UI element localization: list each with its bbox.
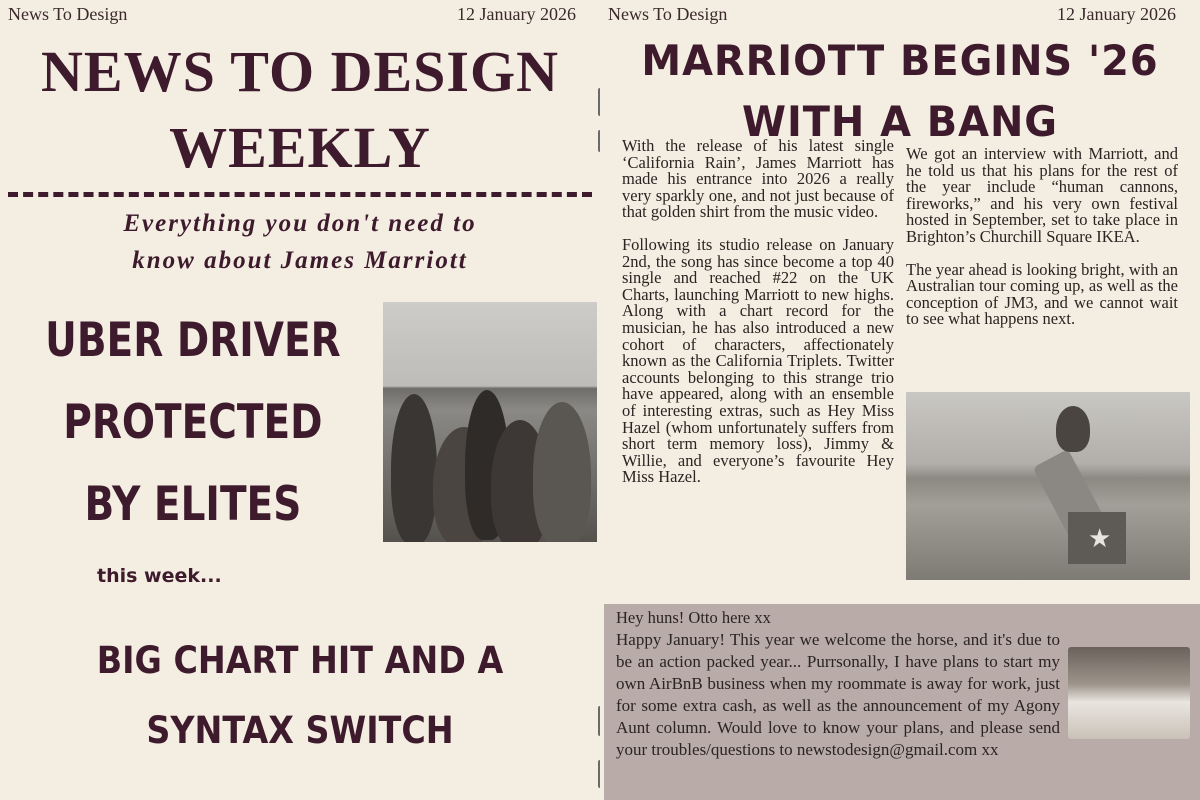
lead-headline bbox=[2, 300, 384, 546]
tagline bbox=[0, 205, 600, 279]
lead-headline-line-1: UBER DRIVER bbox=[45, 313, 341, 368]
header-date: 12 January 2026 bbox=[1057, 4, 1176, 24]
article-title bbox=[615, 30, 1185, 152]
cannon-photo: ★ bbox=[906, 392, 1190, 580]
article-title-line-2: WITH A BANG bbox=[741, 97, 1059, 146]
otto-body bbox=[616, 629, 1190, 761]
article-column-1 bbox=[622, 138, 894, 502]
paragraph: Following its studio release on January 2nd, the song has since become a top 40 single and reached #22 on the UK Charts, launching Marriott to new highs. Along with a chart record for the musician, he has also introduced a new cohort of characters, affectionately known as the California Triplets. Twitter accounts belonging to this strange trio have appeared, along with an ensemble of interesting extras, such as Hey Miss Hazel (whom unfortunately suffers from short term memory loss), Jimmy & Willie, and everyone’s favourite Hey Miss Hazel. bbox=[622, 234, 894, 487]
otto-text: Happy January! This year we welcome the horse, and it's due to be an action packed year... Purrsonally, I have plans to start my own AirBnB business when my roommate is away for work, just for some extra cash, as well as the announcement of my Agony Aunt column. Would love to know your plans, and please send your troubles/questions to newstodesign@gmail.com xx bbox=[616, 630, 1060, 759]
band-photo bbox=[383, 302, 597, 542]
header-brand: News To Design bbox=[8, 4, 128, 24]
lead-headline-line-3: BY ELITES bbox=[84, 477, 302, 532]
feature-headline bbox=[30, 626, 570, 766]
feature-headline-line-1: BIG CHART HIT AND A bbox=[96, 639, 504, 682]
paragraph: The year ahead is looking bright, with an Australian tour coming up, as well as the conception of JM3, and we cannot wait to see what happens next. bbox=[906, 259, 1178, 329]
header-date: 12 January 2026 bbox=[457, 4, 576, 24]
tagline-line-2: know about James Marriott bbox=[132, 247, 468, 274]
masthead-line-1: NEWS TO DESIGN bbox=[41, 39, 559, 104]
paragraph: With the release of his latest single ‘California Rain’, James Marriott has made his entrance into 2026 a really very sparkly one, and not just because of that golden shirt from the music video. bbox=[622, 136, 894, 222]
header-brand: News To Design bbox=[608, 4, 728, 24]
lead-headline-line-2: PROTECTED bbox=[63, 395, 323, 450]
article-title-line-1: MARRIOTT BEGINS '26 bbox=[641, 36, 1159, 85]
dashed-divider bbox=[8, 192, 592, 197]
masthead-line-2: WEEKLY bbox=[169, 115, 431, 180]
tagline-line-1: Everything you don't need to bbox=[123, 210, 477, 237]
article-column-2 bbox=[906, 146, 1178, 344]
feature-headline-line-2: SYNTAX SWITCH bbox=[146, 709, 454, 752]
agony-aunt-box bbox=[604, 604, 1200, 800]
otto-greeting: Hey huns! Otto here xx bbox=[616, 608, 771, 627]
cat-photo bbox=[1068, 647, 1190, 739]
paragraph: We got an interview with Marriott, and he told us that his plans for the rest of the year include “human cannons, fireworks,” and his very own festival hosted in September, set to take place in Brighton’s Churchill Square IKEA. bbox=[906, 144, 1178, 246]
this-week-label: this week... bbox=[97, 565, 222, 587]
